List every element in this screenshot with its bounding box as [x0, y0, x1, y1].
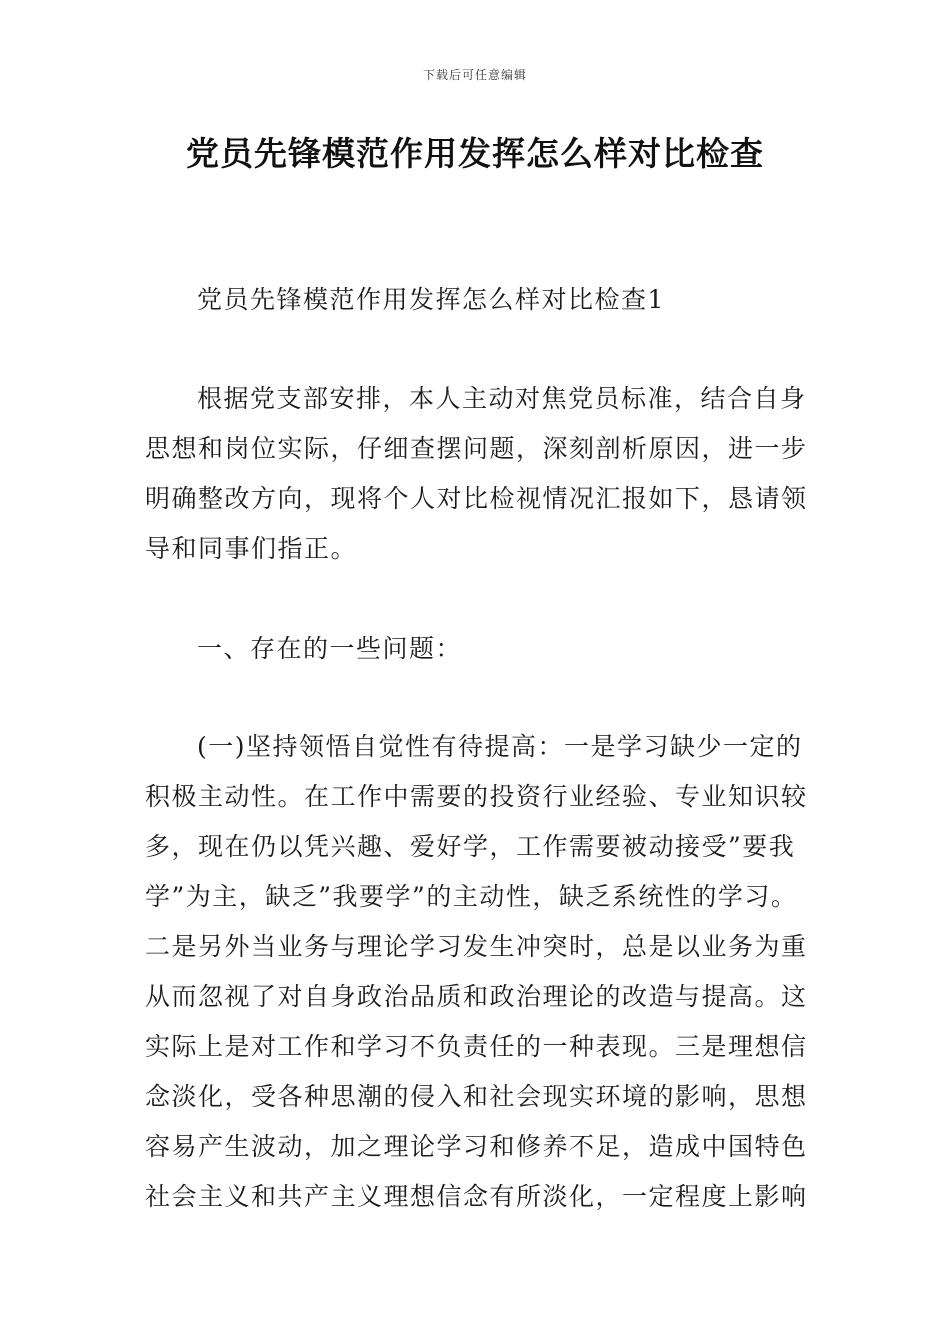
section-heading: 一、存在的一些问题：: [197, 634, 463, 663]
body-line: 容易产生波动，加之理论学习和修养不足，造成中国特色: [145, 1132, 808, 1161]
body-line: 念淡化，受各种思潮的侵入和社会现实环境的影响，思想: [145, 1082, 808, 1111]
header-note: 下载后可任意编辑: [422, 68, 527, 82]
body-line: 实际上是对工作和学习不负责任的一种表现。三是理想信: [145, 1032, 808, 1061]
intro-line: 明确整改方向，现将个人对比检视情况汇报如下，恳请领: [145, 484, 808, 513]
body-line: (一)坚持领悟自觉性有待提高：一是学习缺少一定的: [197, 732, 803, 761]
body-line: 社会主义和共产主义理想信念有所淡化，一定程度上影响: [145, 1182, 808, 1211]
intro-line: 根据党支部安排，本人主动对焦党员标准，结合自身: [197, 384, 807, 413]
intro-line: 思想和岗位实际，仔细查摆问题，深刻剖析原因，进一步: [145, 434, 808, 463]
body-line: 多，现在仍以凭兴趣、爱好学，工作需要被动接受”要我: [145, 832, 796, 861]
body-line: 学”为主，缺乏”我要学”的主动性，缺乏系统性的学习。: [145, 882, 798, 911]
body-line: 从而忽视了对自身政治品质和政治理论的改造与提高。这: [145, 982, 808, 1011]
intro-line: 导和同事们指正。: [145, 534, 358, 563]
body-line: 二是另外当业务与理论学习发生冲突时，总是以业务为重: [145, 932, 808, 961]
subtitle: 党员先锋模范作用发挥怎么样对比检查1: [197, 285, 665, 314]
body-line: 积极主动性。在工作中需要的投资行业经验、专业知识较: [145, 782, 808, 811]
document-title: 党员先锋模范作用发挥怎么样对比检查: [186, 134, 764, 173]
